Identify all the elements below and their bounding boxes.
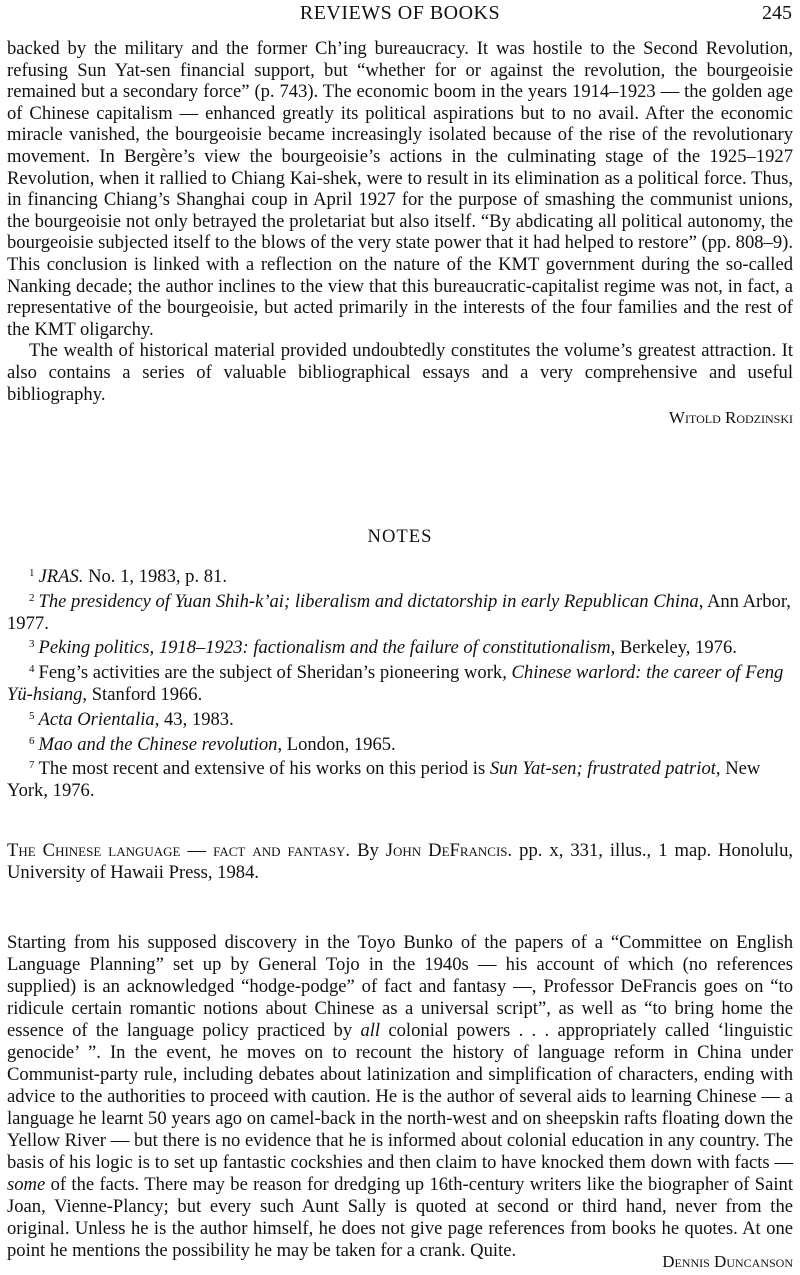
note-5-title: Acta Orientalia	[38, 708, 155, 730]
review2-text-a: Starting from his supposed discovery in the Toyo Bunko of the papers of a “Committee on English Language Planning” set up by General Tojo in the 1940s — his account of which (no references supplied) is an acknowledged “hodge-podge” of fact and fantasy —, Professor DeFrancis goes on “to ridicule certain romantic notions about Chinese as a universal script”, as well as “to bring home the essence of the language policy practiced by	[7, 932, 793, 1041]
note-2-title: The presidency of Yuan Shih-k’ai; liberalism and dictatorship in early Republican China	[38, 590, 699, 612]
note-2-number: 2	[29, 591, 35, 604]
running-title: REVIEWS OF BOOKS	[299, 2, 501, 24]
note-1-title: JRAS.	[38, 566, 84, 587]
note-3-rest: , Berkeley, 1976.	[610, 637, 737, 659]
note-2-rest: , Ann Arbor, 1977.	[7, 590, 791, 634]
review-continuation	[7, 38, 793, 429]
note-4-rest: , Stanford 1966.	[82, 683, 203, 705]
note-6	[7, 731, 793, 756]
review2-paragraph	[7, 932, 793, 1262]
review2-book-title: The Chinese language — fact and fantasy.	[7, 840, 351, 861]
review2-text-c: of the facts. There may be reason for dredging up 16th-century writers like the biographer of Saint Joan, Vienne-Plancy; but every such Aunt Sally is quoted at second or third hand, never from the original. Unless he is the author himself, he does not give page references from books he quotes. At one point he mentions the possibility he may be taken for a crank. Quite.	[7, 1174, 793, 1261]
note-7	[7, 755, 793, 802]
page-header	[0, 0, 800, 30]
note-4	[7, 659, 793, 706]
note-6-rest: , London, 1965.	[277, 733, 396, 755]
review2-text-b: colonial powers . . . appropriately called ‘linguistic genocide’ ”. In the event, he moves on to recount the history of language reform in China under Communist-party rule, including debates about latinization and simplification of characters, ending with advice to the authorities to proceed with caution. He is the author of several aids to learning Chinese — a language he learnt 50 years ago on camel-back in the north-west and on sheepskin rafts floating down the Yellow River — but there is no evidence that he is informed about colonial education in any country. The basis of his logic is to set up fantastic cockshies and then claim to have knocked them down with facts —	[7, 1020, 793, 1173]
note-1-rest: No. 1, 1983, p. 81.	[83, 566, 228, 587]
review2-italic-some: some	[7, 1174, 46, 1195]
note-5-number: 5	[29, 709, 35, 722]
note-7-title: Sun Yat-sen; frustrated patriot	[489, 758, 716, 780]
note-5-rest: , 43, 1983.	[154, 708, 234, 730]
review2-heading	[7, 840, 793, 884]
note-1-number: 1	[29, 567, 35, 579]
note-1	[7, 563, 793, 588]
review2-author: John DeFrancis	[385, 840, 508, 861]
note-3	[7, 634, 793, 659]
review2-body	[7, 932, 793, 1262]
note-3-title: Peking politics, 1918–1923: factionalism and the failure of constitutionalism	[38, 637, 611, 659]
note-6-title: Mao and the Chinese revolution	[38, 733, 278, 755]
note-7-pre: The most recent and extensive of his works on this period is	[38, 758, 490, 780]
note-4-title: Chinese warlord: the career of Feng Yü-hsiang	[7, 662, 784, 705]
note-6-number: 6	[29, 734, 35, 747]
review2-details: . pp. x, 331, illus., 1 map. Honolulu, University of Hawaii Press, 1984.	[7, 840, 794, 883]
note-7-number: 7	[29, 759, 35, 772]
review2-signature: Dennis Duncanson	[662, 1252, 793, 1271]
review1-paragraph-1: backed by the military and the former Ch’ing bureaucracy. It was hostile to the Second Revolution, refusing Sun Yat-sen financial support, but “whether for or against the revolution, the bourgeoisie remained but a secondary force” (p. 743). The economic boom in the years 1914–1923 — the golden age of Chinese capitalism — enhanced greatly its political aspirations but to no avail. After the economic miracle vanished, the bourgeoisie became increasingly isolated because of the rise of the revolutionary movement. In Bergère’s view the bourgeoisie’s actions in the culminating stage of the 1925–1927 Revolution, when it rallied to Chiang Kai-shek, were to result in its elimination as a political force. Thus, in financing Chiang’s Shanghai coup in April 1927 for the purpose of smashing the communist unions, the bourgeoisie not only betrayed the proletariat but also itself. “By abdicating all political autonomy, the bourgeoisie subjected itself to the blows of the very state power that it had helped to restore” (pp. 808–9). This conclusion is linked with a reflection on the nature of the KMT government during the so-called Nanking decade; the author inclines to the view that this bureaucratic-capitalist regime was not, in fact, a representative of the bourgeoisie, but acted primarily in the interests of the four families and the rest of the KMT oligarchy.	[7, 38, 793, 340]
notes-list	[7, 563, 793, 802]
review2-italic-all: all	[360, 1020, 381, 1041]
review2-by: By	[350, 840, 386, 861]
note-3-number: 3	[29, 638, 35, 651]
note-4-pre: Feng’s activities are the subject of Sheridan’s pioneering work,	[38, 662, 512, 684]
note-4-number: 4	[29, 663, 35, 676]
review1-signature: Witold Rodzinski	[668, 408, 793, 428]
notes-heading: NOTES	[367, 526, 433, 547]
review1-paragraph-2: The wealth of historical material provided undoubtedly constitutes the volume’s greatest attraction. It also contains a series of valuable bibliographical essays and a very comprehensive and useful bibliography.	[7, 340, 793, 405]
note-2	[7, 588, 793, 635]
note-7-rest: , New York, 1976.	[7, 758, 761, 802]
note-5	[7, 706, 793, 731]
page-number: 245	[762, 2, 792, 24]
